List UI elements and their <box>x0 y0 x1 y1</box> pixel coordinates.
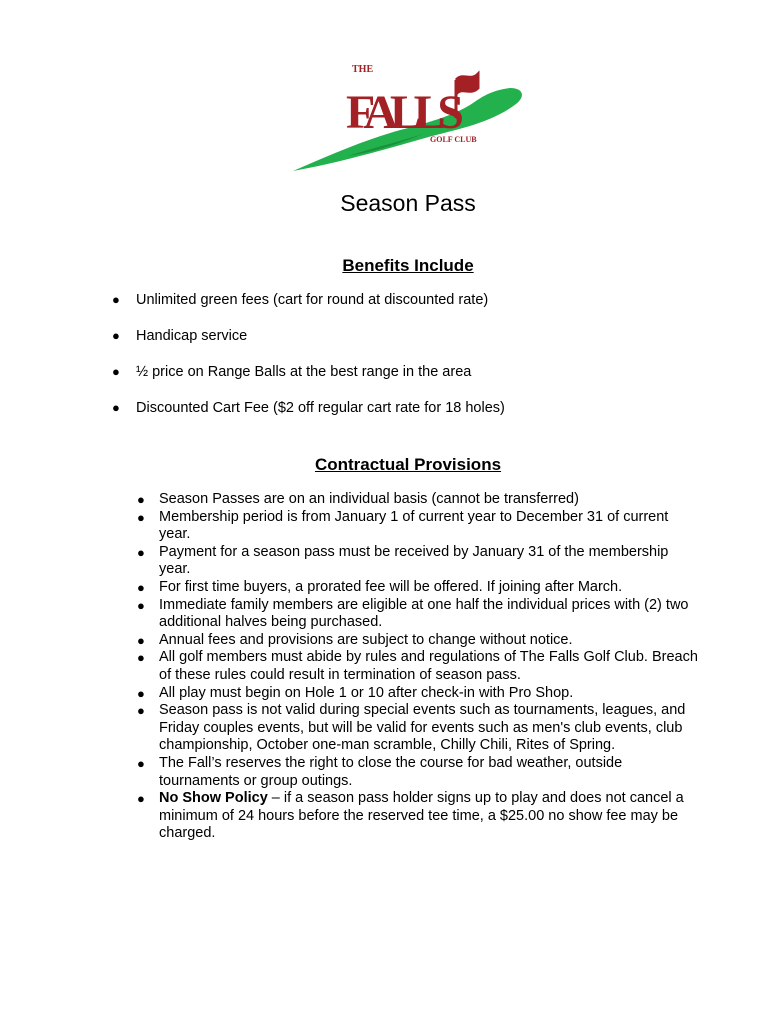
list-item: ● The Fall’s reserves the right to close the course for bad weather, outside tournaments or group outings. <box>137 754 623 789</box>
list-item: ● Unlimited green fees (cart for round at discounted rate) <box>112 292 489 308</box>
list-item: ● Payment for a season pass must be received by January 31 of the membership year. <box>137 543 669 578</box>
list-item-no-show-policy: ● No Show Policy – if a season pass holder signs up to play and does not cancel a minimum of 24 hours before the reserved tee time, a $25.00 no show fee may be charged. <box>137 790 684 842</box>
bullet-icon: ● <box>112 400 120 415</box>
bullet-icon: ● <box>137 492 145 507</box>
logo-graphic <box>288 58 528 176</box>
no-show-policy-label: No Show Policy <box>159 790 268 807</box>
bullet-icon: ● <box>137 632 145 648</box>
list-item: ● Season pass is not valid during special events such as tournaments, leagues, and Friday couples events, but will be valid for events such as men's club events, club championship, October one-man scramble, Chilly Chili, Rites of Spring. <box>137 702 686 754</box>
logo-sub: GOLF CLUB <box>430 135 477 144</box>
logo-name: FALLS <box>346 86 464 139</box>
page-title: Season Pass <box>340 190 476 216</box>
bullet-icon: ● <box>137 544 145 560</box>
bullet-icon: ● <box>137 650 145 666</box>
list-item: ● Immediate family members are eligible at one half the individual prices with (2) two additional halves being purchased. <box>137 596 689 631</box>
bullet-icon: ● <box>137 685 145 701</box>
list-item: ● All play must begin on Hole 1 or 10 after check-in with Pro Shop. <box>137 684 574 701</box>
bullet-icon: ● <box>137 509 145 525</box>
bullet-icon: ● <box>112 364 120 379</box>
list-item: ● Season Passes are on an individual basis (cannot be transferred) <box>137 491 579 507</box>
list-item: ● All golf members must abide by rules and regulations of The Falls Golf Club. Breach of these rules could result in termination of season pass. <box>137 649 698 683</box>
bullet-icon: ● <box>137 579 145 595</box>
list-item: ● Membership period is from January 1 of current year to December 31 of current year. <box>137 508 669 543</box>
falls-golf-club-logo <box>288 58 528 176</box>
bullet-icon: ● <box>112 292 120 307</box>
bullet-icon: ● <box>112 328 120 343</box>
benefits-list <box>0 290 505 434</box>
provisions-list <box>0 491 720 843</box>
bullet-icon: ● <box>137 791 145 807</box>
list-item: ● For first time buyers, a prorated fee will be offered. If joining after March. <box>137 578 623 595</box>
list-item: ● ½ price on Range Balls at the best range in the area <box>112 364 472 380</box>
bullet-icon: ● <box>137 597 145 613</box>
bullet-icon: ● <box>137 703 145 719</box>
logo-the: THE <box>352 64 374 75</box>
list-item: ● Annual fees and provisions are subject to change without notice. <box>137 631 573 648</box>
list-item: ● Discounted Cart Fee ($2 off regular cart rate for 18 holes) <box>112 400 505 416</box>
provisions-heading: Contractual Provisions <box>314 455 502 474</box>
list-item: ● Handicap service <box>112 328 248 344</box>
benefits-heading: Benefits Include <box>342 256 474 275</box>
bullet-icon: ● <box>137 755 145 771</box>
